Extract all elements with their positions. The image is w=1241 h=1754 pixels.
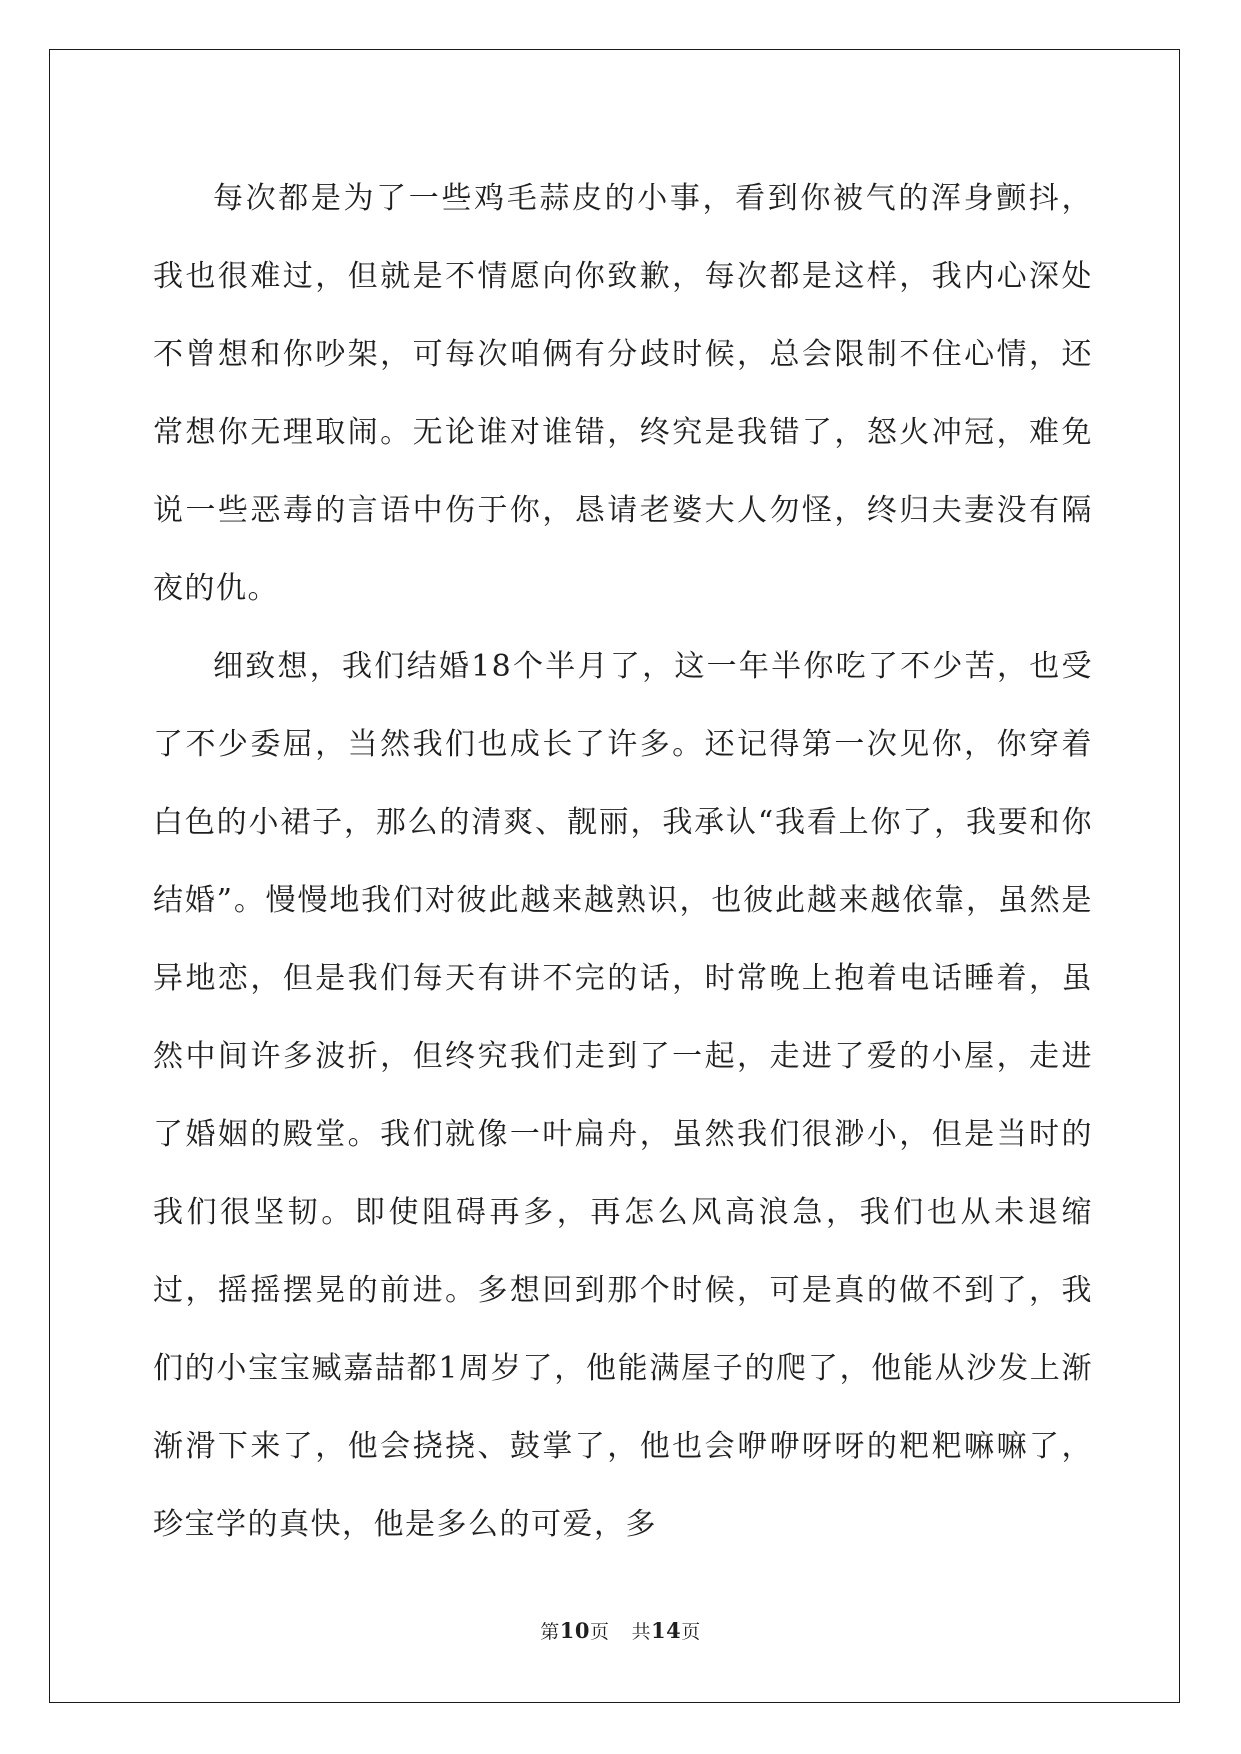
document-body bbox=[153, 160, 1093, 1564]
paragraph-2: 细致想，我们结婚18个半月了，这一年半你吃了不少苦，也受了不少委屈，当然我们也成长了许多。还记得第一次见你，你穿着白色的小裙子，那么的清爽、靓丽，我承认“我看上你了，我要和你结婚”。慢慢地我们对彼此越来越熟识，也彼此越来越依靠，虽然是异地恋，但是我们每天有讲不完的话，时常晚上抱着电话睡着，虽然中间许多波折，但终究我们走到了一起，走进了爱的小屋，走进了婚姻的殿堂。我们就像一叶扁舟，虽然我们很渺小，但是当时的我们很坚韧。即使阻碍再多，再怎么风高浪急，我们也从未退缩过，摇摇摆晃的前进。多想回到那个时候，可是真的做不到了，我们的小宝宝臧嘉喆都1周岁了，他能满屋子的爬了，他能从沙发上渐渐滑下来了，他会挠挠、鼓掌了，他也会咿咿呀呀的粑粑嘛嘛了，珍宝学的真快，他是多么的可爱，多 bbox=[153, 649, 1093, 1542]
paragraph-1: 每次都是为了一些鸡毛蒜皮的小事，看到你被气的浑身颤抖，我也很难过，但就是不情愿向你致歉，每次都是这样，我内心深处不曾想和你吵架，可每次咱俩有分歧时候，总会限制不住心情，还常想你无理取闹。无论谁对谁错，终究是我错了，怒火冲冠，难免说一些恶毒的言语中伤于你，恳请老婆大人勿怪，终归夫妻没有隔夜的仇。 bbox=[153, 181, 1093, 606]
total-pages-number: 14 bbox=[651, 1618, 682, 1643]
current-page-number: 10 bbox=[559, 1618, 590, 1643]
footer-total-suffix: 页 bbox=[681, 1621, 701, 1643]
footer-prefix: 第 bbox=[540, 1621, 560, 1643]
footer-page-suffix: 页 bbox=[589, 1621, 610, 1643]
page-footer bbox=[0, 1617, 1241, 1644]
footer-total-prefix: 共 bbox=[631, 1621, 652, 1643]
